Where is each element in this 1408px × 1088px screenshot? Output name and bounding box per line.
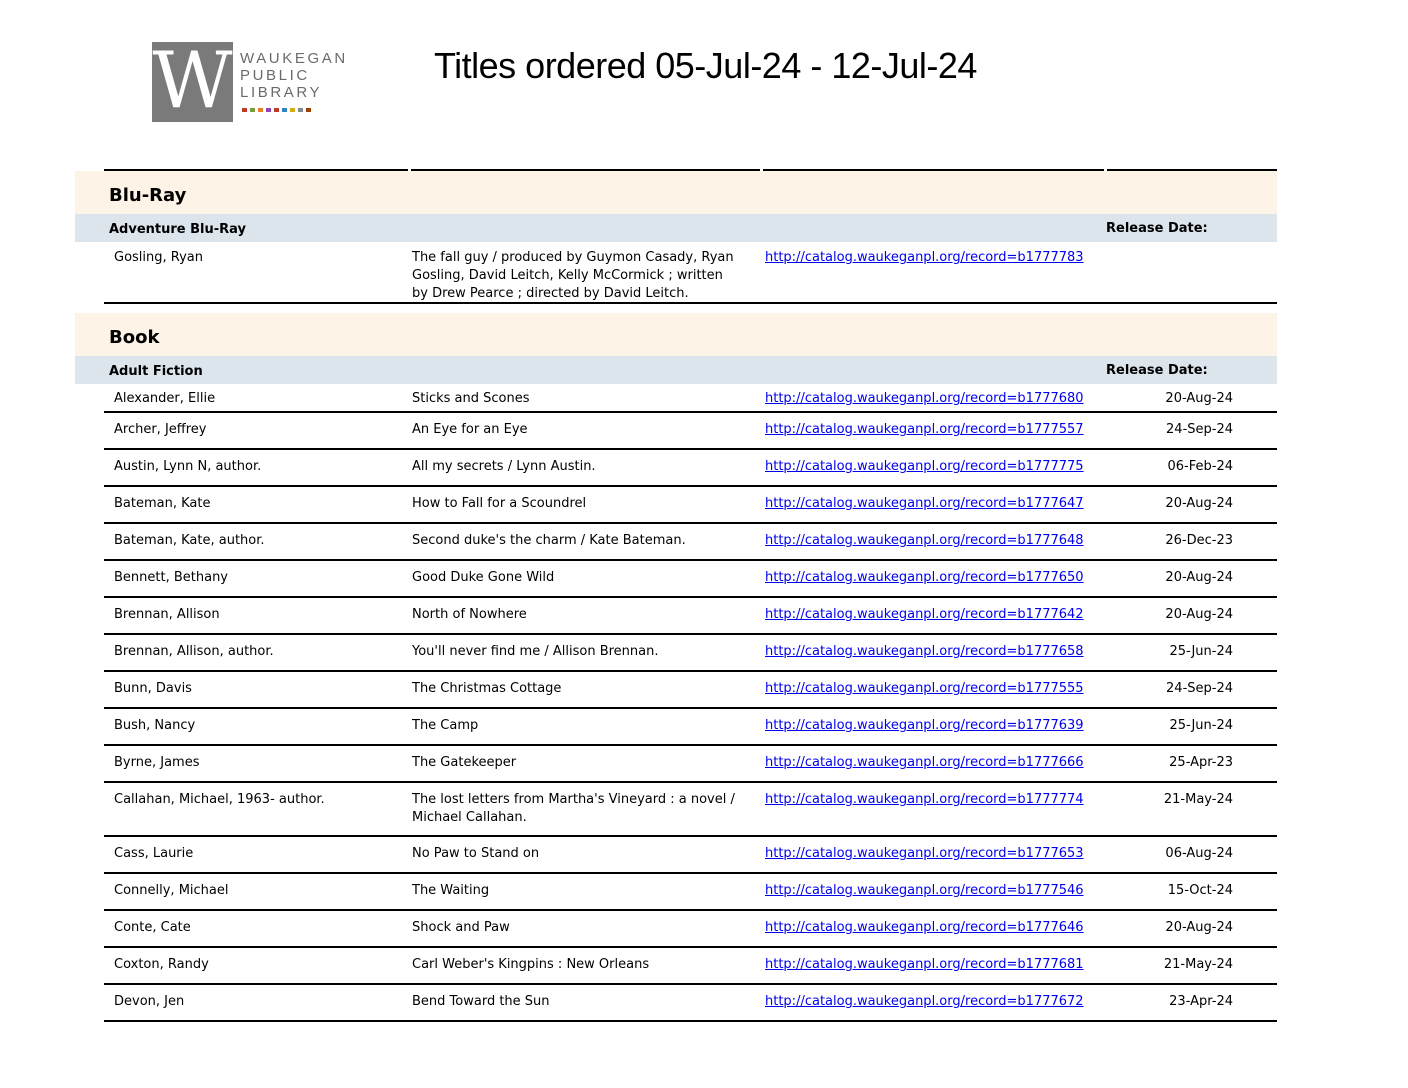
title-cell: The Christmas Cottage [412,681,562,696]
release-date-cell: 15-Oct-24 [1167,883,1233,898]
title-cell: Good Duke Gone Wild [412,570,555,585]
catalog-link[interactable]: http://catalog.waukeganpl.org/record=b1777555 [765,681,1084,696]
catalog-link[interactable]: http://catalog.waukeganpl.org/record=b1777775 [765,459,1084,474]
release-date-cell: 24-Sep-24 [1166,681,1233,696]
catalog-link[interactable]: http://catalog.waukeganpl.org/record=b1777666 [765,755,1084,770]
logo-line: WAUKEGAN [240,50,348,67]
release-date-cell: 06-Feb-24 [1167,459,1233,474]
release-date-cell: 20-Aug-24 [1165,920,1233,935]
catalog-link[interactable]: http://catalog.waukeganpl.org/record=b1777681 [765,957,1084,972]
release-date-cell: 25-Apr-23 [1169,755,1233,770]
title-cell: The lost letters from Martha's Vineyard : a novel / Michael Callahan. [412,792,735,825]
subsection-header [75,214,1277,242]
author-cell: Devon, Jen [114,994,185,1009]
table-row [104,709,1277,746]
release-date-cell: 20-Aug-24 [1165,570,1233,585]
table-row [104,561,1277,598]
author-cell: Connelly, Michael [114,883,229,898]
author-cell: Coxton, Randy [114,957,209,972]
author-cell: Brennan, Allison [114,607,220,622]
section-header [75,171,1277,214]
title-cell: Shock and Paw [412,920,510,935]
logo-line: LIBRARY [240,84,323,101]
table-row [104,874,1277,911]
author-cell: Alexander, Ellie [114,391,216,406]
title-cell: You'll never find me / Allison Brennan. [412,644,659,659]
catalog-link[interactable]: http://catalog.waukeganpl.org/record=b1777653 [765,846,1084,861]
title-cell: Carl Weber's Kingpins : New Orleans [412,957,650,972]
table-row [104,524,1277,561]
release-date-header: Release Date: [1106,363,1208,378]
author-cell: Bush, Nancy [114,718,196,733]
author-cell: Gosling, Ryan [114,250,204,265]
title-cell: North of Nowhere [412,607,527,622]
table-row [104,783,1277,837]
title-cell: The Gatekeeper [412,755,517,770]
catalog-link[interactable]: http://catalog.waukeganpl.org/record=b1777557 [765,422,1084,437]
table-row [104,635,1277,672]
table-row [104,384,1277,413]
author-cell: Callahan, Michael, 1963- author. [114,792,325,807]
release-date-cell: 06-Aug-24 [1165,846,1233,861]
catalog-link[interactable]: http://catalog.waukeganpl.org/record=b1777672 [765,994,1084,1009]
catalog-link[interactable]: http://catalog.waukeganpl.org/record=b1777680 [765,391,1084,406]
logo-color-dots [242,108,311,112]
catalog-link[interactable]: http://catalog.waukeganpl.org/record=b1777546 [765,883,1084,898]
table-row [104,948,1277,985]
author-cell: Austin, Lynn N, author. [114,459,262,474]
catalog-link[interactable]: http://catalog.waukeganpl.org/record=b1777642 [765,607,1084,622]
catalog-link[interactable]: http://catalog.waukeganpl.org/record=b1777639 [765,718,1084,733]
author-cell: Brennan, Allison, author. [114,644,274,659]
table-row [104,985,1277,1022]
author-cell: Bennett, Bethany [114,570,229,585]
table-row [104,911,1277,948]
title-cell: Bend Toward the Sun [412,994,550,1009]
title-cell: Second duke's the charm / Kate Bateman. [412,533,686,548]
catalog-link[interactable]: http://catalog.waukeganpl.org/record=b1777648 [765,533,1084,548]
logo-wordmark [240,50,348,101]
table-row [104,598,1277,635]
release-date-cell: 20-Aug-24 [1165,391,1233,406]
subsection-header [75,356,1277,384]
author-cell: Cass, Laurie [114,846,194,861]
release-date-cell: 23-Apr-24 [1169,994,1233,1009]
catalog-link[interactable]: http://catalog.waukeganpl.org/record=b1777650 [765,570,1084,585]
table-row [104,837,1277,874]
table-row [104,242,1277,304]
catalog-link[interactable]: http://catalog.waukeganpl.org/record=b1777774 [765,792,1084,807]
author-cell: Conte, Cate [114,920,191,935]
release-date-header: Release Date: [1106,221,1208,236]
catalog-link[interactable]: http://catalog.waukeganpl.org/record=b1777658 [765,644,1084,659]
release-date-cell: 25-Jun-24 [1169,718,1233,733]
logo-line: PUBLIC [240,67,310,84]
author-cell: Byrne, James [114,755,200,770]
title-cell: All my secrets / Lynn Austin. [412,459,596,474]
author-cell: Bateman, Kate [114,496,211,511]
title-cell: Sticks and Scones [412,391,530,406]
title-cell: An Eye for an Eye [412,422,528,437]
title-cell: The Waiting [412,883,490,898]
release-date-cell: 24-Sep-24 [1166,422,1233,437]
author-cell: Archer, Jeffrey [114,422,207,437]
title-cell: The fall guy / produced by Guymon Casady, Ryan Gosling, David Leitch, Kelly McCormick ; written by Drew Pearce ; directed by David Leitch. [412,250,734,301]
release-date-cell: 20-Aug-24 [1165,607,1233,622]
title-cell: No Paw to Stand on [412,846,540,861]
section-label: Book [109,327,160,348]
page-title: Titles ordered 05-Jul-24 - 12-Jul-24 [434,45,977,86]
logo-letter: W [152,36,233,126]
table-row [104,672,1277,709]
table-row [104,450,1277,487]
title-cell: The Camp [412,718,479,733]
table-row [104,413,1277,450]
logo-mark [152,36,233,126]
subsection-label: Adult Fiction [109,364,203,379]
catalog-link[interactable]: http://catalog.waukeganpl.org/record=b1777646 [765,920,1084,935]
subsection-label: Adventure Blu-Ray [109,222,247,237]
author-cell: Bunn, Davis [114,681,192,696]
release-date-cell: 21-May-24 [1163,792,1233,807]
release-date-cell: 25-Jun-24 [1169,644,1233,659]
table-row [104,487,1277,524]
section-label: Blu-Ray [109,185,187,206]
release-date-cell: 26-Dec-23 [1165,533,1233,548]
section-header [75,313,1277,356]
catalog-link[interactable]: http://catalog.waukeganpl.org/record=b1777783 [765,250,1084,265]
release-date-cell: 20-Aug-24 [1165,496,1233,511]
author-cell: Bateman, Kate, author. [114,533,265,548]
library-logo [152,36,352,126]
table-row [104,746,1277,783]
release-date-cell: 21-May-24 [1163,957,1233,972]
title-cell: How to Fall for a Scoundrel [412,496,587,511]
titles-table [75,169,1277,1022]
catalog-link[interactable]: http://catalog.waukeganpl.org/record=b1777647 [765,496,1084,511]
